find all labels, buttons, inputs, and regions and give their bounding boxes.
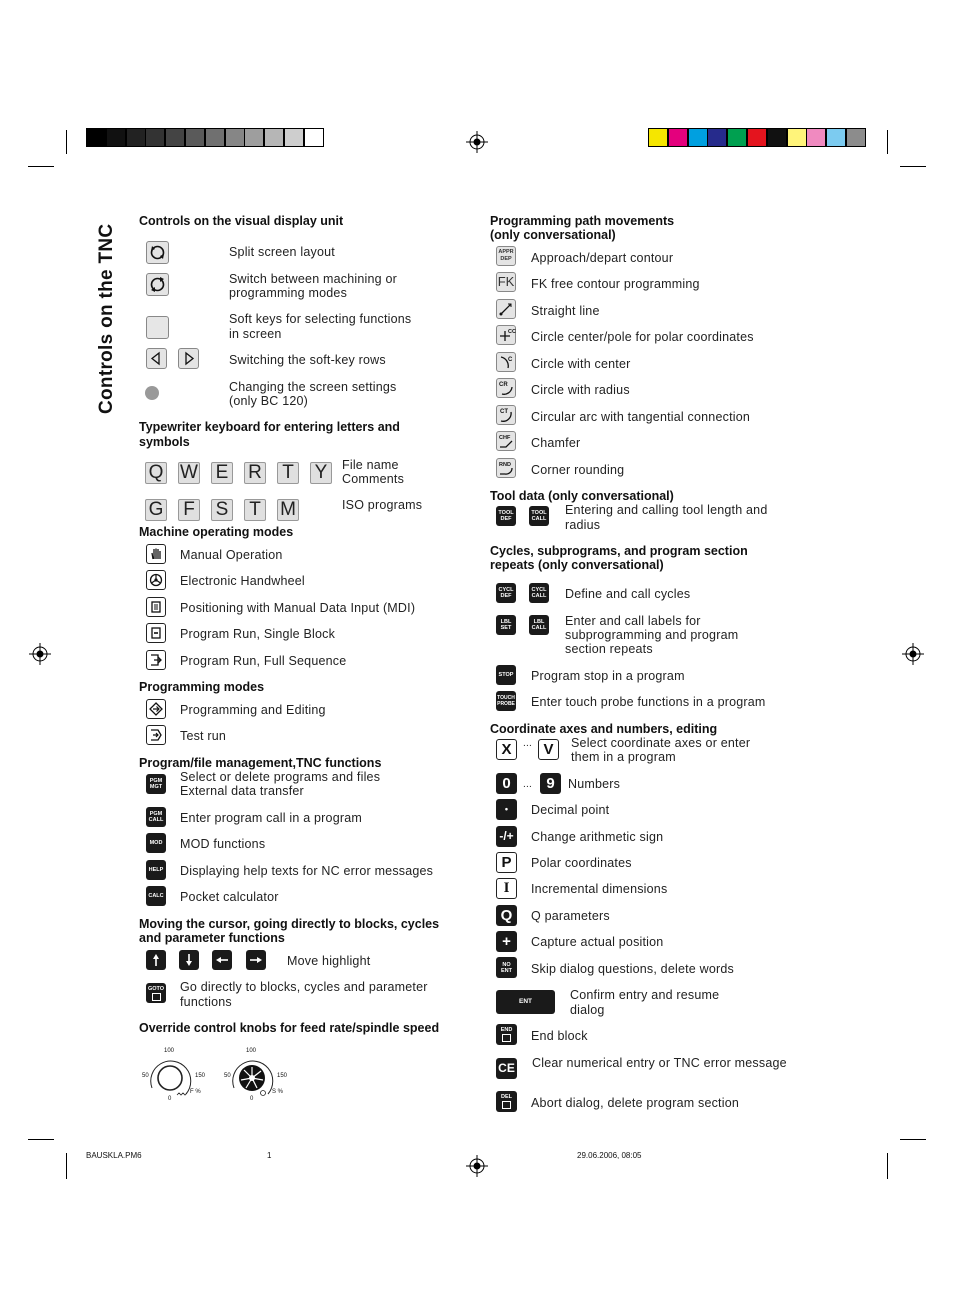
color-swatch — [806, 128, 826, 147]
section-heading: Override control knobs for feed rate/spindle speed — [139, 1021, 440, 1035]
edit-label: Incremental dimensions — [531, 882, 668, 896]
gray-swatch — [106, 128, 126, 147]
arrow-up-key[interactable] — [146, 950, 166, 970]
cycl-def-key[interactable] — [496, 583, 516, 603]
key-text: CYCL — [498, 587, 514, 593]
label-label: subprogramming and program — [565, 628, 739, 642]
gray-swatch — [284, 128, 304, 147]
section-heading: Moving the cursor, going directly to blocks, cycles — [139, 917, 440, 931]
crop-mark — [887, 130, 888, 154]
section-heading: repeats (only conversational) — [490, 558, 664, 572]
knob-scale-bottom: 0 — [250, 1096, 254, 1102]
numbers-label: Numbers — [568, 777, 621, 791]
del-key[interactable] — [496, 1091, 517, 1112]
programming-icon[interactable] — [146, 699, 166, 719]
section-heading: Cycles, subprograms, and program section — [490, 544, 748, 558]
knob-scale-top: 100 — [246, 1048, 257, 1054]
key-text: PROBE — [497, 701, 515, 707]
programming-mode-label: Test run — [180, 729, 227, 743]
softkey-row-right-icon[interactable] — [178, 348, 199, 369]
key-text: DEL — [501, 1094, 512, 1100]
ce-label: Clear numerical entry or TNC error message — [532, 1056, 787, 1070]
knob-scale-left: 50 — [142, 1073, 149, 1079]
incremental-key[interactable]: I — [496, 878, 517, 899]
key-text: APPR — [498, 249, 514, 255]
path-label: Circular arc with tangential connection — [531, 410, 751, 424]
color-swatch — [707, 128, 727, 147]
spindle-override-knob[interactable] — [222, 1046, 302, 1106]
crop-mark — [66, 1153, 67, 1179]
ent-key[interactable]: ENT — [496, 990, 555, 1014]
end-label: End block — [531, 1029, 588, 1043]
section-heading: symbols — [139, 435, 190, 449]
footer-page: 1 — [267, 1151, 272, 1160]
key-text: LBL — [500, 619, 512, 625]
tool-label: radius — [565, 518, 601, 532]
svg-text:C: C — [508, 357, 513, 363]
del-label: Abort dialog, delete program section — [531, 1096, 740, 1110]
knob-scale-right: 150 — [195, 1073, 206, 1079]
axes-label: them in a program — [571, 750, 676, 764]
key-text: TOUCH — [497, 695, 515, 701]
edit-label: Change arithmetic sign — [531, 830, 664, 844]
cycl-call-key[interactable] — [529, 583, 549, 603]
cycle-label: Define and call cycles — [565, 587, 691, 601]
color-swatch — [767, 128, 787, 147]
edit-label: Skip dialog questions, delete words — [531, 962, 734, 976]
letter-key-q[interactable]: Q — [145, 462, 167, 484]
q-parameter-key[interactable]: Q — [496, 905, 517, 926]
registration-mark — [466, 131, 488, 153]
registration-mark — [466, 1155, 488, 1177]
edit-label: Capture actual position — [531, 935, 664, 949]
screen-settings-label: (only BC 120) — [229, 394, 309, 408]
gray-swatch — [145, 128, 165, 147]
chf-key[interactable] — [496, 431, 516, 451]
section-heading: and parameter functions — [139, 931, 285, 945]
mdi-icon[interactable] — [146, 597, 166, 617]
edit-label: Q parameters — [531, 909, 610, 923]
v-axis-key[interactable]: V — [538, 739, 559, 760]
path-label: Corner rounding — [531, 463, 625, 477]
iso-programs-label: ISO programs — [342, 498, 423, 512]
mode-label: Electronic Handwheel — [180, 574, 305, 588]
path-label: Approach/depart contour — [531, 251, 674, 265]
label-label: section repeats — [565, 642, 653, 656]
mode-label: Program Run, Full Sequence — [180, 654, 347, 668]
letter-key-g[interactable]: G — [145, 499, 167, 521]
feed-override-knob[interactable] — [140, 1046, 220, 1106]
goto-label: Go directly to blocks, cycles and parameter — [180, 980, 428, 994]
svg-text:CR: CR — [499, 382, 508, 388]
full-sequence-icon[interactable] — [146, 650, 166, 670]
key-text: CALL — [148, 817, 164, 823]
switch-mode-label: Switch between machining or — [229, 272, 397, 286]
knob-scale-left: 50 — [224, 1073, 231, 1079]
svg-text:CT: CT — [500, 409, 508, 415]
crop-mark — [887, 1153, 888, 1179]
section-heading: Coordinate axes and numbers, editing — [490, 722, 718, 736]
file-name-label: File name — [342, 458, 399, 472]
comments-label: Comments — [342, 472, 405, 486]
touch-probe-label: Enter touch probe functions in a program — [531, 695, 766, 709]
section-heading: Program/file management,TNC functions — [139, 756, 382, 770]
split-screen-icon[interactable] — [146, 241, 169, 264]
section-heading: (only conversational) — [490, 228, 616, 242]
programming-mode-label: Programming and Editing — [180, 703, 326, 717]
rnd-key[interactable] — [496, 458, 516, 478]
knob-symbol: F % — [190, 1089, 201, 1095]
key-text: CALL — [531, 625, 547, 631]
key-text: DEF — [500, 593, 512, 599]
footer-date: 29.06.2006, 08:05 — [577, 1151, 642, 1160]
color-swatch — [727, 128, 747, 147]
soft-key-label: Soft keys for selecting functions — [229, 312, 412, 326]
screen-settings-icon[interactable] — [145, 386, 159, 400]
arrow-left-key[interactable] — [212, 950, 232, 970]
key-text: SET — [500, 625, 512, 631]
key-text: PGM — [149, 811, 163, 817]
knob-scale-right: 150 — [277, 1073, 288, 1079]
box-glyph — [152, 993, 161, 1001]
test-run-icon[interactable] — [146, 725, 166, 745]
gray-swatch — [264, 128, 284, 147]
switch-mode-label: programming modes — [229, 286, 348, 300]
digit-0-key[interactable]: 0 — [496, 773, 517, 794]
key-text: PGM — [149, 778, 163, 784]
tool-label: Entering and calling tool length and — [565, 503, 768, 517]
path-label: Circle center/pole for polar coordinates — [531, 330, 754, 344]
arrow-down-key[interactable] — [179, 950, 199, 970]
svg-text:RND: RND — [499, 462, 511, 468]
letter-key-s[interactable]: S — [211, 499, 233, 521]
color-swatch — [747, 128, 767, 147]
letter-key-t[interactable]: T — [277, 462, 299, 484]
gray-swatch — [205, 128, 225, 147]
ent-label: dialog — [570, 1003, 605, 1017]
letter-key-w[interactable]: W — [178, 462, 200, 484]
crop-mark — [66, 130, 67, 154]
function-label: Enter program call in a program — [180, 811, 362, 825]
gray-swatch — [225, 128, 245, 147]
split-screen-label: Split screen layout — [229, 245, 335, 259]
gray-swatch — [126, 128, 146, 147]
mode-label: Manual Operation — [180, 548, 283, 562]
capture-position-key[interactable]: + — [496, 931, 517, 952]
svg-text:CHF: CHF — [499, 435, 511, 441]
section-heading: Programming modes — [139, 680, 265, 694]
key-text: LBL — [533, 619, 545, 625]
section-heading: Controls on the visual display unit — [139, 214, 344, 228]
screen-settings-label: Changing the screen settings — [229, 380, 397, 394]
ellipsis: ... — [523, 779, 532, 790]
soft-key-label: in screen — [229, 327, 282, 341]
function-label: Pocket calculator — [180, 890, 279, 904]
color-swatch — [826, 128, 846, 147]
soft-key-icon[interactable] — [146, 316, 169, 339]
letter-key-e[interactable]: E — [211, 462, 233, 484]
goto-key[interactable] — [146, 983, 166, 1003]
path-label: FK free contour programming — [531, 277, 700, 291]
footer-file: BAUSKLA.PM6 — [86, 1151, 142, 1160]
function-label: Select or delete programs and files — [180, 770, 381, 784]
ce-key[interactable]: CE — [496, 1058, 517, 1079]
mod-key[interactable]: MOD — [146, 833, 166, 853]
gray-swatch — [165, 128, 185, 147]
sign-key[interactable]: -/+ — [496, 826, 517, 847]
mode-label: Program Run, Single Block — [180, 627, 336, 641]
gray-swatch — [244, 128, 264, 147]
digit-9-key[interactable]: 9 — [540, 773, 561, 794]
path-label: Circle with center — [531, 357, 631, 371]
letter-key-t2[interactable]: T — [244, 499, 266, 521]
letter-key-f[interactable]: F — [178, 499, 200, 521]
function-label: Displaying help texts for NC error messages — [180, 864, 434, 878]
hand-icon[interactable] — [146, 544, 166, 564]
section-heading: Programming path movements — [490, 214, 675, 228]
mode-label: Positioning with Manual Data Input (MDI) — [180, 601, 416, 615]
edit-label: Polar coordinates — [531, 856, 632, 870]
fk-key[interactable]: FK — [496, 272, 516, 292]
knob-scale-bottom: 0 — [168, 1096, 172, 1102]
pgm-mgt-key[interactable] — [146, 774, 166, 794]
key-text: CYCL — [531, 587, 547, 593]
cc-key[interactable] — [496, 325, 516, 345]
box-glyph — [502, 1101, 511, 1109]
function-label: MOD functions — [180, 837, 266, 851]
section-heading: Tool data (only conversational) — [490, 489, 674, 503]
color-swatch — [846, 128, 866, 147]
section-heading: Typewriter keyboard for entering letters and — [139, 420, 400, 434]
letter-key-m[interactable]: M — [277, 499, 299, 521]
arrow-right-key[interactable] — [246, 950, 266, 970]
registration-mark — [29, 643, 51, 665]
path-label: Straight line — [531, 304, 600, 318]
stop-label: Program stop in a program — [531, 669, 685, 683]
stop-key[interactable]: STOP — [496, 665, 516, 685]
section-heading: Machine operating modes — [139, 525, 294, 539]
softkey-row-left-icon[interactable] — [146, 348, 167, 369]
x-axis-key[interactable]: X — [496, 739, 517, 760]
letter-key-r[interactable]: R — [244, 462, 266, 484]
box-glyph — [502, 1034, 511, 1042]
side-title: Controls on the TNC — [96, 223, 117, 414]
gray-swatch — [86, 128, 106, 147]
color-swatch — [668, 128, 688, 147]
tool-call-key[interactable] — [529, 506, 549, 526]
crop-mark — [28, 166, 54, 167]
touch-probe-key[interactable] — [496, 691, 516, 711]
path-label: Circle with radius — [531, 383, 630, 397]
help-key[interactable]: HELP — [146, 860, 166, 880]
key-text: END — [500, 1027, 513, 1033]
pgm-call-key[interactable] — [146, 807, 166, 827]
crop-mark — [900, 166, 926, 167]
move-highlight-label: Move highlight — [287, 954, 371, 968]
end-key[interactable] — [496, 1024, 517, 1045]
gray-swatch — [185, 128, 205, 147]
softkey-row-label: Switching the soft-key rows — [229, 353, 386, 367]
circle-center-key[interactable] — [496, 352, 516, 372]
svg-text:CC: CC — [508, 329, 516, 335]
key-text: DEF — [500, 516, 512, 522]
key-text: CALL — [531, 516, 547, 522]
registration-mark — [902, 643, 924, 665]
handwheel-icon[interactable] — [146, 570, 166, 590]
function-label: External data transfer — [180, 784, 304, 798]
knob-scale-top: 100 — [164, 1048, 175, 1054]
label-label: Enter and call labels for — [565, 614, 701, 628]
path-label: Chamfer — [531, 436, 581, 450]
switch-mode-icon[interactable] — [146, 273, 169, 296]
color-swatch — [787, 128, 807, 147]
key-text: TOOL — [498, 510, 514, 516]
single-block-icon[interactable] — [146, 623, 166, 643]
gray-swatch — [304, 128, 324, 147]
ellipsis: ... — [523, 738, 532, 749]
crop-mark — [28, 1139, 54, 1140]
key-text: MGT — [149, 784, 163, 790]
lbl-set-key[interactable] — [496, 615, 516, 635]
ent-label: Confirm entry and resume — [570, 988, 720, 1002]
lbl-call-key[interactable] — [529, 615, 549, 635]
key-text: DEP — [500, 256, 512, 262]
polar-key[interactable]: P — [496, 852, 517, 873]
decimal-point-key[interactable]: • — [496, 799, 517, 820]
color-swatch — [648, 128, 668, 147]
letter-key-y[interactable]: Y — [310, 462, 332, 484]
key-text: NO — [502, 961, 511, 968]
ct-key[interactable] — [496, 405, 516, 425]
line-key[interactable] — [496, 299, 516, 319]
color-swatch — [688, 128, 708, 147]
goto-label: functions — [180, 995, 232, 1009]
tool-def-key[interactable] — [496, 506, 516, 526]
key-text: CALL — [531, 593, 547, 599]
axes-label: Select coordinate axes or enter — [571, 736, 751, 750]
appr-dep-key[interactable] — [496, 246, 516, 266]
crop-mark — [900, 1139, 926, 1140]
knob-symbol: S % — [272, 1089, 284, 1095]
key-text: ENT — [501, 967, 512, 974]
calc-key[interactable]: CALC — [146, 886, 166, 906]
edit-label: Decimal point — [531, 803, 610, 817]
cr-key[interactable] — [496, 378, 516, 398]
key-text: GOTO — [147, 985, 165, 992]
no-ent-key[interactable] — [496, 957, 517, 978]
key-text: TOOL — [531, 510, 547, 516]
